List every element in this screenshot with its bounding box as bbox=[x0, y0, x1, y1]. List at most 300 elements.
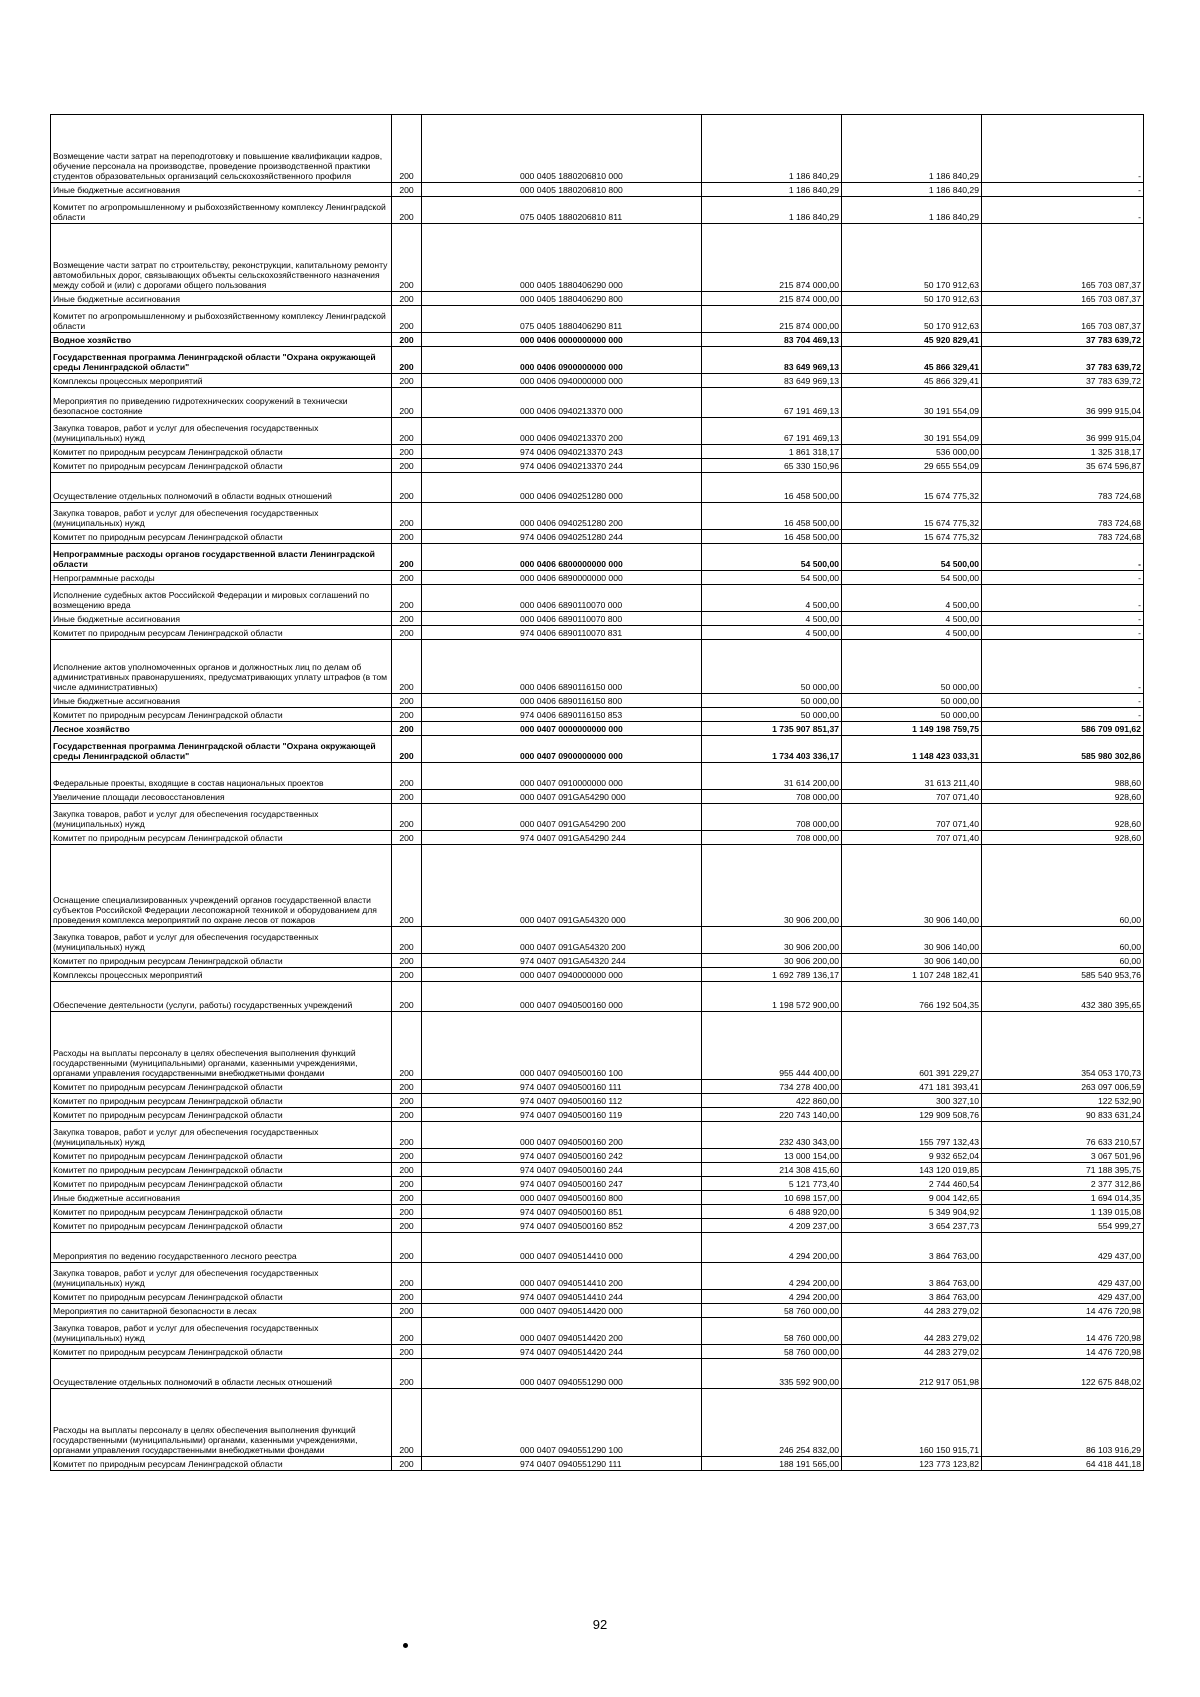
row-name-cell: Комитет по природным ресурсам Ленинградской области bbox=[51, 1094, 392, 1108]
table-row bbox=[51, 1233, 1144, 1263]
table-row bbox=[51, 1345, 1144, 1359]
row-line-code-cell: 200 bbox=[392, 1233, 422, 1263]
table-row bbox=[51, 306, 1144, 333]
row-budget-classification-code-cell: 974 0407 0940500160 247 bbox=[422, 1177, 702, 1191]
row-unexecuted-amount-cell: 71 188 395,75 bbox=[982, 1163, 1144, 1177]
row-line-code-cell: 200 bbox=[392, 1122, 422, 1149]
row-executed-amount-cell: 29 655 554,09 bbox=[842, 459, 982, 473]
row-name-cell: Комплексы процессных мероприятий bbox=[51, 968, 392, 982]
row-line-code-cell: 200 bbox=[392, 1219, 422, 1233]
row-approved-amount-cell: 30 906 200,00 bbox=[702, 927, 842, 954]
row-approved-amount-cell: 58 760 000,00 bbox=[702, 1304, 842, 1318]
row-unexecuted-amount-cell: - bbox=[982, 571, 1144, 585]
row-approved-amount-cell: 1 861 318,17 bbox=[702, 445, 842, 459]
row-unexecuted-amount-cell: 37 783 639,72 bbox=[982, 333, 1144, 347]
row-executed-amount-cell: 123 773 123,82 bbox=[842, 1457, 982, 1471]
row-name-cell: Закупка товаров, работ и услуг для обеспечения государственных (муниципальных) нужд bbox=[51, 1318, 392, 1345]
table-row bbox=[51, 1389, 1144, 1457]
row-budget-classification-code-cell: 974 0407 0940500160 112 bbox=[422, 1094, 702, 1108]
row-approved-amount-cell: 1 692 789 136,17 bbox=[702, 968, 842, 982]
row-approved-amount-cell: 50 000,00 bbox=[702, 640, 842, 694]
row-budget-classification-code-cell: 974 0407 091GA54290 244 bbox=[422, 831, 702, 845]
row-approved-amount-cell: 1 735 907 851,37 bbox=[702, 722, 842, 736]
table-row bbox=[51, 954, 1144, 968]
row-line-code-cell: 200 bbox=[392, 1149, 422, 1163]
row-executed-amount-cell: 160 150 915,71 bbox=[842, 1389, 982, 1457]
row-executed-amount-cell: 45 866 329,41 bbox=[842, 374, 982, 388]
row-budget-classification-code-cell: 000 0406 6890110070 000 bbox=[422, 585, 702, 612]
row-budget-classification-code-cell: 000 0407 0940514410 200 bbox=[422, 1263, 702, 1290]
row-budget-classification-code-cell: 000 0406 0940213370 200 bbox=[422, 418, 702, 445]
row-line-code-cell: 200 bbox=[392, 445, 422, 459]
table-row bbox=[51, 1318, 1144, 1345]
row-name-cell: Комитет по природным ресурсам Ленинградской области bbox=[51, 1163, 392, 1177]
row-unexecuted-amount-cell: - bbox=[982, 708, 1144, 722]
row-line-code-cell: 200 bbox=[392, 1304, 422, 1318]
table-row bbox=[51, 708, 1144, 722]
row-unexecuted-amount-cell: 928,60 bbox=[982, 831, 1144, 845]
row-line-code-cell: 200 bbox=[392, 1345, 422, 1359]
table-row bbox=[51, 927, 1144, 954]
row-executed-amount-cell: 54 500,00 bbox=[842, 571, 982, 585]
row-budget-classification-code-cell: 000 0406 6890000000 000 bbox=[422, 571, 702, 585]
row-approved-amount-cell: 10 698 157,00 bbox=[702, 1191, 842, 1205]
table-row bbox=[51, 585, 1144, 612]
row-unexecuted-amount-cell: - bbox=[982, 694, 1144, 708]
row-name-cell: Комитет по природным ресурсам Ленинградской области bbox=[51, 459, 392, 473]
table-row bbox=[51, 183, 1144, 197]
row-line-code-cell: 200 bbox=[392, 1163, 422, 1177]
table-row bbox=[51, 1457, 1144, 1471]
row-name-cell: Обеспечение деятельности (услуги, работы) государственных учреждений bbox=[51, 982, 392, 1012]
row-budget-classification-code-cell: 000 0407 0940551290 100 bbox=[422, 1389, 702, 1457]
row-line-code-cell: 200 bbox=[392, 1012, 422, 1080]
row-unexecuted-amount-cell: 86 103 916,29 bbox=[982, 1389, 1144, 1457]
row-budget-classification-code-cell: 000 0407 0900000000 000 bbox=[422, 736, 702, 763]
row-budget-classification-code-cell: 000 0407 0940551290 000 bbox=[422, 1359, 702, 1389]
row-name-cell: Комплексы процессных мероприятий bbox=[51, 374, 392, 388]
row-approved-amount-cell: 6 488 920,00 bbox=[702, 1205, 842, 1219]
row-name-cell: Закупка товаров, работ и услуг для обеспечения государственных (муниципальных) нужд bbox=[51, 418, 392, 445]
table-row bbox=[51, 571, 1144, 585]
row-executed-amount-cell: 9 932 652,04 bbox=[842, 1149, 982, 1163]
row-approved-amount-cell: 232 430 343,00 bbox=[702, 1122, 842, 1149]
row-executed-amount-cell: 1 186 840,29 bbox=[842, 183, 982, 197]
row-name-cell: Комитет по природным ресурсам Ленинградской области bbox=[51, 1219, 392, 1233]
row-line-code-cell: 200 bbox=[392, 804, 422, 831]
row-line-code-cell: 200 bbox=[392, 115, 422, 183]
row-line-code-cell: 200 bbox=[392, 708, 422, 722]
row-budget-classification-code-cell: 000 0407 0940500160 000 bbox=[422, 982, 702, 1012]
row-approved-amount-cell: 31 614 200,00 bbox=[702, 763, 842, 790]
row-approved-amount-cell: 1 186 840,29 bbox=[702, 115, 842, 183]
row-name-cell: Расходы на выплаты персоналу в целях обеспечения выполнения функций государственными (муниципальными) органами, казенными учреждениями, органами управления государственными внебюджетными фондами bbox=[51, 1012, 392, 1080]
row-name-cell: Комитет по природным ресурсам Ленинградской области bbox=[51, 1345, 392, 1359]
row-executed-amount-cell: 155 797 132,43 bbox=[842, 1122, 982, 1149]
row-line-code-cell: 200 bbox=[392, 503, 422, 530]
row-approved-amount-cell: 54 500,00 bbox=[702, 571, 842, 585]
row-line-code-cell: 200 bbox=[392, 1205, 422, 1219]
row-budget-classification-code-cell: 000 0407 0940500160 100 bbox=[422, 1012, 702, 1080]
row-approved-amount-cell: 58 760 000,00 bbox=[702, 1345, 842, 1359]
row-budget-classification-code-cell: 000 0407 0000000000 000 bbox=[422, 722, 702, 736]
row-executed-amount-cell: 4 500,00 bbox=[842, 585, 982, 612]
row-executed-amount-cell: 601 391 229,27 bbox=[842, 1012, 982, 1080]
table-row bbox=[51, 1219, 1144, 1233]
row-budget-classification-code-cell: 000 0407 0910000000 000 bbox=[422, 763, 702, 790]
row-approved-amount-cell: 220 743 140,00 bbox=[702, 1108, 842, 1122]
row-unexecuted-amount-cell: - bbox=[982, 626, 1144, 640]
row-unexecuted-amount-cell: 783 724,68 bbox=[982, 503, 1144, 530]
row-approved-amount-cell: 188 191 565,00 bbox=[702, 1457, 842, 1471]
row-executed-amount-cell: 707 071,40 bbox=[842, 790, 982, 804]
row-approved-amount-cell: 1 198 572 900,00 bbox=[702, 982, 842, 1012]
row-name-cell: Исполнение судебных актов Российской Федерации и мировых соглашений по возмещению вреда bbox=[51, 585, 392, 612]
row-line-code-cell: 200 bbox=[392, 374, 422, 388]
row-executed-amount-cell: 3 864 763,00 bbox=[842, 1290, 982, 1304]
row-name-cell: Комитет по природным ресурсам Ленинградской области bbox=[51, 1108, 392, 1122]
table-row bbox=[51, 612, 1144, 626]
row-approved-amount-cell: 4 209 237,00 bbox=[702, 1219, 842, 1233]
row-unexecuted-amount-cell: 60,00 bbox=[982, 845, 1144, 927]
row-approved-amount-cell: 4 294 200,00 bbox=[702, 1290, 842, 1304]
row-budget-classification-code-cell: 000 0405 1880206810 000 bbox=[422, 115, 702, 183]
row-executed-amount-cell: 30 191 554,09 bbox=[842, 388, 982, 418]
row-unexecuted-amount-cell: 783 724,68 bbox=[982, 530, 1144, 544]
row-budget-classification-code-cell: 974 0406 6890110070 831 bbox=[422, 626, 702, 640]
table-row bbox=[51, 1094, 1144, 1108]
table-row bbox=[51, 845, 1144, 927]
row-approved-amount-cell: 13 000 154,00 bbox=[702, 1149, 842, 1163]
table-row bbox=[51, 388, 1144, 418]
row-line-code-cell: 200 bbox=[392, 626, 422, 640]
row-unexecuted-amount-cell: 122 532,90 bbox=[982, 1094, 1144, 1108]
row-unexecuted-amount-cell: 783 724,68 bbox=[982, 473, 1144, 503]
row-executed-amount-cell: 50 000,00 bbox=[842, 694, 982, 708]
row-name-cell: Расходы на выплаты персоналу в целях обеспечения выполнения функций государственными (муниципальными) органами, казенными учреждениями, органами управления государственными внебюджетными фондами bbox=[51, 1389, 392, 1457]
row-unexecuted-amount-cell: 165 703 087,37 bbox=[982, 224, 1144, 292]
row-unexecuted-amount-cell: 60,00 bbox=[982, 954, 1144, 968]
row-line-code-cell: 200 bbox=[392, 585, 422, 612]
row-line-code-cell: 200 bbox=[392, 292, 422, 306]
row-unexecuted-amount-cell: 37 783 639,72 bbox=[982, 374, 1144, 388]
row-name-cell: Исполнение актов уполномоченных органов и должностных лиц по делам об административных правонарушениях, предусматривающих уплату штрафов (в том числе административных) bbox=[51, 640, 392, 694]
row-budget-classification-code-cell: 974 0407 0940500160 111 bbox=[422, 1080, 702, 1094]
table-row bbox=[51, 790, 1144, 804]
row-budget-classification-code-cell: 000 0407 0940000000 000 bbox=[422, 968, 702, 982]
row-unexecuted-amount-cell: 37 783 639,72 bbox=[982, 347, 1144, 374]
row-unexecuted-amount-cell: 928,60 bbox=[982, 790, 1144, 804]
row-name-cell: Комитет по природным ресурсам Ленинградской области bbox=[51, 708, 392, 722]
row-name-cell: Мероприятия по приведению гидротехнических сооружений в технически безопасное состояние bbox=[51, 388, 392, 418]
row-executed-amount-cell: 3 864 763,00 bbox=[842, 1263, 982, 1290]
row-budget-classification-code-cell: 000 0406 0940251280 000 bbox=[422, 473, 702, 503]
table-row bbox=[51, 1359, 1144, 1389]
row-line-code-cell: 200 bbox=[392, 694, 422, 708]
row-line-code-cell: 200 bbox=[392, 571, 422, 585]
row-name-cell: Возмещение части затрат на переподготовку и повышение квалификации кадров, обучение персонала на производстве, проведение производственной практики студентов образовательных организаций сельскохозяйственного профиля bbox=[51, 115, 392, 183]
table-row bbox=[51, 1191, 1144, 1205]
row-name-cell: Непрограммные расходы органов государственной власти Ленинградской области bbox=[51, 544, 392, 571]
row-budget-classification-code-cell: 000 0406 6890116150 800 bbox=[422, 694, 702, 708]
row-name-cell: Комитет по природным ресурсам Ленинградской области bbox=[51, 1457, 392, 1471]
row-executed-amount-cell: 300 327,10 bbox=[842, 1094, 982, 1108]
row-budget-classification-code-cell: 000 0407 091GA54290 200 bbox=[422, 804, 702, 831]
row-unexecuted-amount-cell: 988,60 bbox=[982, 763, 1144, 790]
row-executed-amount-cell: 50 170 912,63 bbox=[842, 224, 982, 292]
table-row bbox=[51, 1205, 1144, 1219]
row-executed-amount-cell: 1 149 198 759,75 bbox=[842, 722, 982, 736]
table-row bbox=[51, 1012, 1144, 1080]
row-unexecuted-amount-cell: 585 540 953,76 bbox=[982, 968, 1144, 982]
row-executed-amount-cell: 1 148 423 033,31 bbox=[842, 736, 982, 763]
row-line-code-cell: 200 bbox=[392, 831, 422, 845]
table-row bbox=[51, 1263, 1144, 1290]
row-budget-classification-code-cell: 974 0407 0940500160 119 bbox=[422, 1108, 702, 1122]
row-executed-amount-cell: 4 500,00 bbox=[842, 612, 982, 626]
table-row bbox=[51, 503, 1144, 530]
row-unexecuted-amount-cell: 554 999,27 bbox=[982, 1219, 1144, 1233]
row-executed-amount-cell: 1 186 840,29 bbox=[842, 197, 982, 224]
table-row bbox=[51, 1122, 1144, 1149]
row-approved-amount-cell: 215 874 000,00 bbox=[702, 292, 842, 306]
table-row bbox=[51, 722, 1144, 736]
row-unexecuted-amount-cell: 429 437,00 bbox=[982, 1233, 1144, 1263]
row-executed-amount-cell: 4 500,00 bbox=[842, 626, 982, 640]
row-budget-classification-code-cell: 000 0406 6890110070 800 bbox=[422, 612, 702, 626]
row-unexecuted-amount-cell: - bbox=[982, 115, 1144, 183]
table-row bbox=[51, 1149, 1144, 1163]
row-budget-classification-code-cell: 000 0406 0900000000 000 bbox=[422, 347, 702, 374]
row-line-code-cell: 200 bbox=[392, 968, 422, 982]
row-line-code-cell: 200 bbox=[392, 954, 422, 968]
row-executed-amount-cell: 15 674 775,32 bbox=[842, 503, 982, 530]
row-unexecuted-amount-cell: 2 377 312,86 bbox=[982, 1177, 1144, 1191]
row-executed-amount-cell: 15 674 775,32 bbox=[842, 530, 982, 544]
row-unexecuted-amount-cell: 35 674 596,87 bbox=[982, 459, 1144, 473]
row-executed-amount-cell: 3 864 763,00 bbox=[842, 1233, 982, 1263]
row-name-cell: Закупка товаров, работ и услуг для обеспечения государственных (муниципальных) нужд bbox=[51, 1263, 392, 1290]
row-budget-classification-code-cell: 075 0405 1880406290 811 bbox=[422, 306, 702, 333]
table-row bbox=[51, 1108, 1144, 1122]
row-executed-amount-cell: 30 191 554,09 bbox=[842, 418, 982, 445]
table-row bbox=[51, 640, 1144, 694]
table-row bbox=[51, 968, 1144, 982]
row-budget-classification-code-cell: 000 0407 091GA54290 000 bbox=[422, 790, 702, 804]
row-budget-classification-code-cell: 000 0406 6890116150 000 bbox=[422, 640, 702, 694]
row-name-cell: Увеличение площади лесовосстановления bbox=[51, 790, 392, 804]
row-approved-amount-cell: 215 874 000,00 bbox=[702, 306, 842, 333]
table-row bbox=[51, 473, 1144, 503]
row-line-code-cell: 200 bbox=[392, 224, 422, 292]
row-approved-amount-cell: 54 500,00 bbox=[702, 544, 842, 571]
row-executed-amount-cell: 766 192 504,35 bbox=[842, 982, 982, 1012]
row-approved-amount-cell: 83 649 969,13 bbox=[702, 374, 842, 388]
row-unexecuted-amount-cell: 64 418 441,18 bbox=[982, 1457, 1144, 1471]
row-name-cell: Закупка товаров, работ и услуг для обеспечения государственных (муниципальных) нужд bbox=[51, 1122, 392, 1149]
table-row bbox=[51, 1304, 1144, 1318]
row-line-code-cell: 200 bbox=[392, 1094, 422, 1108]
table-row bbox=[51, 1080, 1144, 1094]
row-unexecuted-amount-cell: 354 053 170,73 bbox=[982, 1012, 1144, 1080]
table-row bbox=[51, 1177, 1144, 1191]
row-unexecuted-amount-cell: - bbox=[982, 585, 1144, 612]
row-unexecuted-amount-cell: 165 703 087,37 bbox=[982, 292, 1144, 306]
row-line-code-cell: 200 bbox=[392, 1457, 422, 1471]
row-unexecuted-amount-cell: - bbox=[982, 183, 1144, 197]
row-budget-classification-code-cell: 000 0405 1880406290 000 bbox=[422, 224, 702, 292]
table-row bbox=[51, 333, 1144, 347]
row-line-code-cell: 200 bbox=[392, 459, 422, 473]
budget-execution-table bbox=[50, 114, 1144, 1471]
row-approved-amount-cell: 708 000,00 bbox=[702, 831, 842, 845]
row-name-cell: Осуществление отдельных полномочий в области лесных отношений bbox=[51, 1359, 392, 1389]
row-line-code-cell: 200 bbox=[392, 763, 422, 790]
row-name-cell: Возмещение части затрат по строительству, реконструкции, капитальному ремонту автомобильных дорог, связывающих объекты сельскохозяйственного назначения между собой и (или) с дорогами общего пользования bbox=[51, 224, 392, 292]
table-row bbox=[51, 224, 1144, 292]
row-unexecuted-amount-cell: 36 999 915,04 bbox=[982, 388, 1144, 418]
row-executed-amount-cell: 50 170 912,63 bbox=[842, 306, 982, 333]
row-line-code-cell: 200 bbox=[392, 790, 422, 804]
row-approved-amount-cell: 1 186 840,29 bbox=[702, 183, 842, 197]
row-unexecuted-amount-cell: 586 709 091,62 bbox=[982, 722, 1144, 736]
row-unexecuted-amount-cell: - bbox=[982, 612, 1144, 626]
row-budget-classification-code-cell: 974 0407 0940500160 242 bbox=[422, 1149, 702, 1163]
row-budget-classification-code-cell: 000 0407 0940514420 000 bbox=[422, 1304, 702, 1318]
row-name-cell: Комитет по агропромышленному и рыбохозяйственному комплексу Ленинградской области bbox=[51, 197, 392, 224]
row-name-cell: Закупка товаров, работ и услуг для обеспечения государственных (муниципальных) нужд bbox=[51, 804, 392, 831]
row-executed-amount-cell: 54 500,00 bbox=[842, 544, 982, 571]
row-budget-classification-code-cell: 974 0406 0940213370 243 bbox=[422, 445, 702, 459]
row-name-cell: Мероприятия по ведению государственного лесного реестра bbox=[51, 1233, 392, 1263]
row-executed-amount-cell: 30 906 140,00 bbox=[842, 954, 982, 968]
row-executed-amount-cell: 30 906 140,00 bbox=[842, 845, 982, 927]
row-executed-amount-cell: 44 283 279,02 bbox=[842, 1345, 982, 1359]
row-approved-amount-cell: 1 186 840,29 bbox=[702, 197, 842, 224]
row-line-code-cell: 200 bbox=[392, 736, 422, 763]
row-name-cell: Иные бюджетные ассигнования bbox=[51, 292, 392, 306]
row-name-cell: Комитет по природным ресурсам Ленинградской области bbox=[51, 1080, 392, 1094]
row-approved-amount-cell: 16 458 500,00 bbox=[702, 473, 842, 503]
row-unexecuted-amount-cell: - bbox=[982, 197, 1144, 224]
row-name-cell: Иные бюджетные ассигнования bbox=[51, 694, 392, 708]
row-name-cell: Комитет по природным ресурсам Ленинградской области bbox=[51, 626, 392, 640]
row-approved-amount-cell: 67 191 469,13 bbox=[702, 388, 842, 418]
row-budget-classification-code-cell: 000 0406 0000000000 000 bbox=[422, 333, 702, 347]
row-line-code-cell: 200 bbox=[392, 612, 422, 626]
row-approved-amount-cell: 708 000,00 bbox=[702, 804, 842, 831]
row-approved-amount-cell: 50 000,00 bbox=[702, 708, 842, 722]
row-name-cell: Мероприятия по санитарной безопасности в лесах bbox=[51, 1304, 392, 1318]
row-approved-amount-cell: 955 444 400,00 bbox=[702, 1012, 842, 1080]
row-approved-amount-cell: 4 500,00 bbox=[702, 585, 842, 612]
row-unexecuted-amount-cell: 585 980 302,86 bbox=[982, 736, 1144, 763]
row-unexecuted-amount-cell: 14 476 720,98 bbox=[982, 1318, 1144, 1345]
row-budget-classification-code-cell: 000 0406 0940251280 200 bbox=[422, 503, 702, 530]
row-line-code-cell: 200 bbox=[392, 1389, 422, 1457]
row-name-cell: Государственная программа Ленинградской области "Охрана окружающей среды Ленинградской области" bbox=[51, 347, 392, 374]
row-line-code-cell: 200 bbox=[392, 473, 422, 503]
row-executed-amount-cell: 50 000,00 bbox=[842, 640, 982, 694]
row-name-cell: Непрограммные расходы bbox=[51, 571, 392, 585]
row-budget-classification-code-cell: 000 0407 091GA54320 200 bbox=[422, 927, 702, 954]
table-row bbox=[51, 459, 1144, 473]
row-unexecuted-amount-cell: 429 437,00 bbox=[982, 1263, 1144, 1290]
row-unexecuted-amount-cell: 122 675 848,02 bbox=[982, 1359, 1144, 1389]
table-row bbox=[51, 804, 1144, 831]
table-row bbox=[51, 530, 1144, 544]
row-budget-classification-code-cell: 974 0406 0940213370 244 bbox=[422, 459, 702, 473]
table-row bbox=[51, 831, 1144, 845]
row-unexecuted-amount-cell: 76 633 210,57 bbox=[982, 1122, 1144, 1149]
row-executed-amount-cell: 536 000,00 bbox=[842, 445, 982, 459]
row-budget-classification-code-cell: 974 0407 0940514420 244 bbox=[422, 1345, 702, 1359]
row-approved-amount-cell: 5 121 773,40 bbox=[702, 1177, 842, 1191]
row-approved-amount-cell: 4 500,00 bbox=[702, 626, 842, 640]
row-approved-amount-cell: 83 704 469,13 bbox=[702, 333, 842, 347]
table-row bbox=[51, 115, 1144, 183]
row-executed-amount-cell: 1 107 248 182,41 bbox=[842, 968, 982, 982]
row-approved-amount-cell: 65 330 150,96 bbox=[702, 459, 842, 473]
table-row bbox=[51, 694, 1144, 708]
row-line-code-cell: 200 bbox=[392, 1359, 422, 1389]
row-executed-amount-cell: 1 186 840,29 bbox=[842, 115, 982, 183]
row-executed-amount-cell: 44 283 279,02 bbox=[842, 1318, 982, 1345]
row-line-code-cell: 200 bbox=[392, 418, 422, 445]
row-line-code-cell: 200 bbox=[392, 1318, 422, 1345]
row-budget-classification-code-cell: 974 0407 0940551290 111 bbox=[422, 1457, 702, 1471]
row-budget-classification-code-cell: 000 0405 1880206810 800 bbox=[422, 183, 702, 197]
row-executed-amount-cell: 9 004 142,65 bbox=[842, 1191, 982, 1205]
row-approved-amount-cell: 16 458 500,00 bbox=[702, 503, 842, 530]
row-budget-classification-code-cell: 000 0405 1880406290 800 bbox=[422, 292, 702, 306]
table-row bbox=[51, 1163, 1144, 1177]
row-approved-amount-cell: 16 458 500,00 bbox=[702, 530, 842, 544]
row-executed-amount-cell: 707 071,40 bbox=[842, 804, 982, 831]
row-name-cell: Комитет по природным ресурсам Ленинградской области bbox=[51, 954, 392, 968]
row-unexecuted-amount-cell: 14 476 720,98 bbox=[982, 1304, 1144, 1318]
row-line-code-cell: 200 bbox=[392, 722, 422, 736]
row-executed-amount-cell: 3 654 237,73 bbox=[842, 1219, 982, 1233]
row-line-code-cell: 200 bbox=[392, 1177, 422, 1191]
row-name-cell: Иные бюджетные ассигнования bbox=[51, 612, 392, 626]
row-line-code-cell: 200 bbox=[392, 1290, 422, 1304]
table-row bbox=[51, 763, 1144, 790]
row-executed-amount-cell: 30 906 140,00 bbox=[842, 927, 982, 954]
row-name-cell: Иные бюджетные ассигнования bbox=[51, 183, 392, 197]
row-line-code-cell: 200 bbox=[392, 845, 422, 927]
row-approved-amount-cell: 4 294 200,00 bbox=[702, 1233, 842, 1263]
row-executed-amount-cell: 45 866 329,41 bbox=[842, 347, 982, 374]
table-row bbox=[51, 1290, 1144, 1304]
row-budget-classification-code-cell: 000 0406 0940000000 000 bbox=[422, 374, 702, 388]
table-row bbox=[51, 347, 1144, 374]
row-approved-amount-cell: 50 000,00 bbox=[702, 694, 842, 708]
row-unexecuted-amount-cell: 60,00 bbox=[982, 927, 1144, 954]
row-approved-amount-cell: 4 294 200,00 bbox=[702, 1263, 842, 1290]
row-name-cell: Осуществление отдельных полномочий в области водных отношений bbox=[51, 473, 392, 503]
row-name-cell: Комитет по природным ресурсам Ленинградской области bbox=[51, 1205, 392, 1219]
row-unexecuted-amount-cell: - bbox=[982, 544, 1144, 571]
row-name-cell: Государственная программа Ленинградской области "Охрана окружающей среды Ленинградской области" bbox=[51, 736, 392, 763]
row-budget-classification-code-cell: 000 0407 0940500160 200 bbox=[422, 1122, 702, 1149]
row-approved-amount-cell: 422 860,00 bbox=[702, 1094, 842, 1108]
row-budget-classification-code-cell: 000 0407 0940514410 000 bbox=[422, 1233, 702, 1263]
row-line-code-cell: 200 bbox=[392, 640, 422, 694]
row-executed-amount-cell: 15 674 775,32 bbox=[842, 473, 982, 503]
row-line-code-cell: 200 bbox=[392, 347, 422, 374]
row-name-cell: Комитет по природным ресурсам Ленинградской области bbox=[51, 1177, 392, 1191]
